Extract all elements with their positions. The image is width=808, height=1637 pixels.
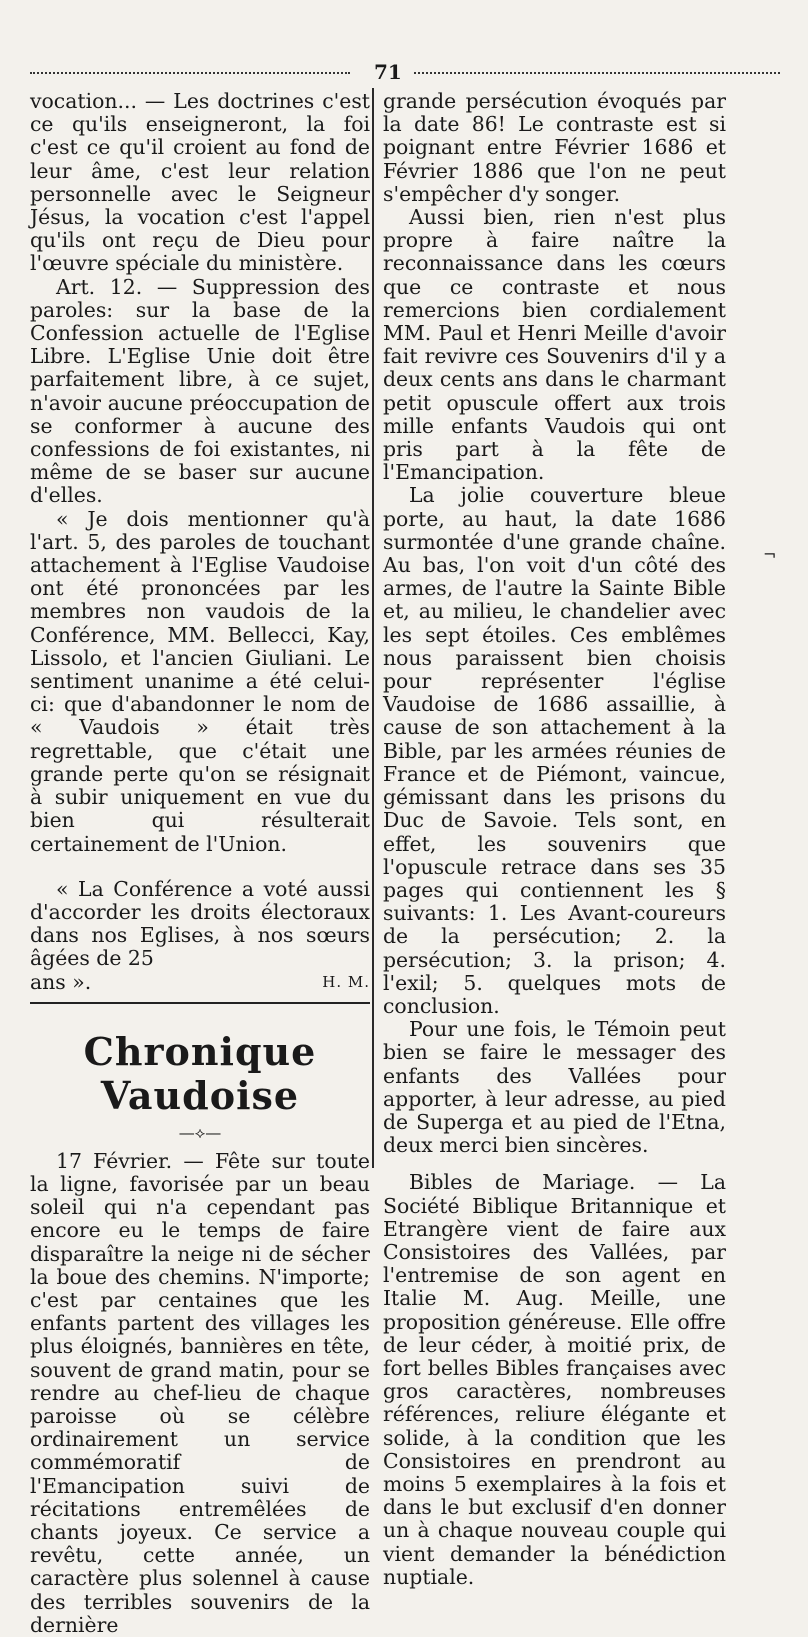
header-rule-left	[30, 72, 350, 74]
left-column	[30, 90, 370, 1637]
signature: H. M.	[322, 972, 370, 991]
column-divider	[372, 88, 374, 1168]
left-paragraph-5: 17 Février. — Fête sur toute la ligne, favorisée par un beau soleil qui n'a cependant pas encore eu le temps de faire disparaître la neige ni de sécher la boue des chemins. N'importe; c'est par centaines que les enfants partent des villages les plus éloignés, bannières en tête, souvent de grand matin, pour se rendre au chef-lieu de chaque paroisse où se célèbre ordinairement un service commémoratif de l'Emancipation suivi de récitations entremêlées de chants joyeux. Ce service a revêtu, cette année, un caractère plus solennel à cause des terribles souvenirs de la dernière	[30, 1148, 370, 1637]
right-paragraph-1: grande persécution évoqués par la date 86! Le contraste est si poignant entre Février 1686 et Février 1886 que l'on ne peut s'empêcher d'y songer.	[383, 89, 726, 206]
right-paragraph-4: Pour une fois, le Témoin peut bien se faire le messager des enfants des Vallées pour apporter, à leur adresse, au pied de Superga et au pied de l'Etna, deux merci bien sincères.	[383, 1017, 726, 1158]
section-title: Chronique Vaudoise	[83, 1028, 317, 1118]
left-paragraph-4-end: ans ».	[30, 969, 92, 994]
page-number: 71	[374, 60, 402, 84]
right-paragraph-3: La jolie couverture bleue porte, au haut, la date 1686 surmontée d'une grande chaîne. Au bas, l'on voit d'un côté des armes, de l'autre la Sainte Bible et, au milieu, le chandelier avec les sept étoiles. Ces emblêmes nous paraissent bien choisis pour représenter l'église Vaudoise de 1686 assaillie, à cause de son attachement à la Bible, par les armées réunies de France et de Piémont, vaincue, gémissant dans les prisons du Duc de Savoie. Tels sont, en effet, les souvenirs que l'opuscule retrace dans ses 35 pages qui contiennent les § suivants: 1. Les Avant-coureurs de la persécution; 2. la persécution; 3. la prison; 4. l'exil; 5. quelques mots de conclusion.	[383, 483, 726, 1018]
signature-line	[30, 971, 370, 994]
title-ornament: —⟡—	[178, 1122, 222, 1142]
stray-mark: ¬	[763, 545, 777, 564]
header-rule-right	[414, 72, 780, 74]
left-paragraph-1: vocation... — Les doctrines c'est ce qu'ils enseigneront, la foi c'est ce qu'il croient au fond de leur âme, c'est leur relation personnelle avec le Seigneur Jésus, la vocation c'est l'appel qu'ils ont reçu de Dieu pour l'œuvre spéciale du ministère.	[30, 89, 370, 276]
right-paragraph-2: Aussi bien, rien n'est plus propre à faire naître la reconnaissance dans les cœurs que ce contraste et nous remercions bien cordialement MM. Paul et Henri Meille d'avoir fait revivre ces Souvenirs d'il y a deux cents ans dans le charmant petit opuscule offert aux trois mille enfants Vaudois qui ont pris part à la fête de l'Emancipation.	[383, 205, 726, 485]
section-separator	[30, 1002, 370, 1004]
left-paragraph-2: Art. 12. — Suppression des paroles: sur la base de la Confession actuelle de l'Eglise Libre. L'Eglise Unie doit être parfaitement libre, à ce sujet, n'avoir aucune préoccupation de se conformer à aucune des confessions de foi existantes, ni même de se baser sur aucune d'elles.	[30, 274, 370, 508]
right-column	[383, 90, 726, 1589]
page-header	[30, 60, 780, 84]
left-paragraph-4: « La Conférence a voté aussi d'accorder les droits électoraux dans nos Eglises, à nos sœurs âgées de 25	[30, 876, 370, 971]
left-paragraph-3: « Je dois mentionner qu'à l'art. 5, des paroles de touchant attachement à l'Eglise Vaudoise ont été prononcées par les membres non vaudois de la Conférence, MM. Bellecci, Kay, Lissolo, et l'ancien Giuliani. Le sentiment unanime a été celui-ci: que d'abandonner le nom de « Vaudois » était très regrettable, que c'était une grande perte qu'on se résignait à subir uniquement en vue du bien qui résulterait certainement de l'Union.	[30, 506, 370, 856]
right-paragraph-5: Bibles de Mariage. — La Société Biblique Britannique et Etrangère vient de faire aux Consistoires des Vallées, par l'entremise de son agent en Italie M. Aug. Meille, une proposition généreuse. Elle offre de leur céder, à moitié prix, de fort belles Bibles françaises avec gros caractères, nombreuses références, reliure élégante et solide, à la condition que les Consistoires en prendront au moins 5 exemplaires à la fois et dans le but exclusif d'en donner un à chaque nouveau couple qui vient demander la bénédiction nuptiale.	[383, 1170, 726, 1589]
